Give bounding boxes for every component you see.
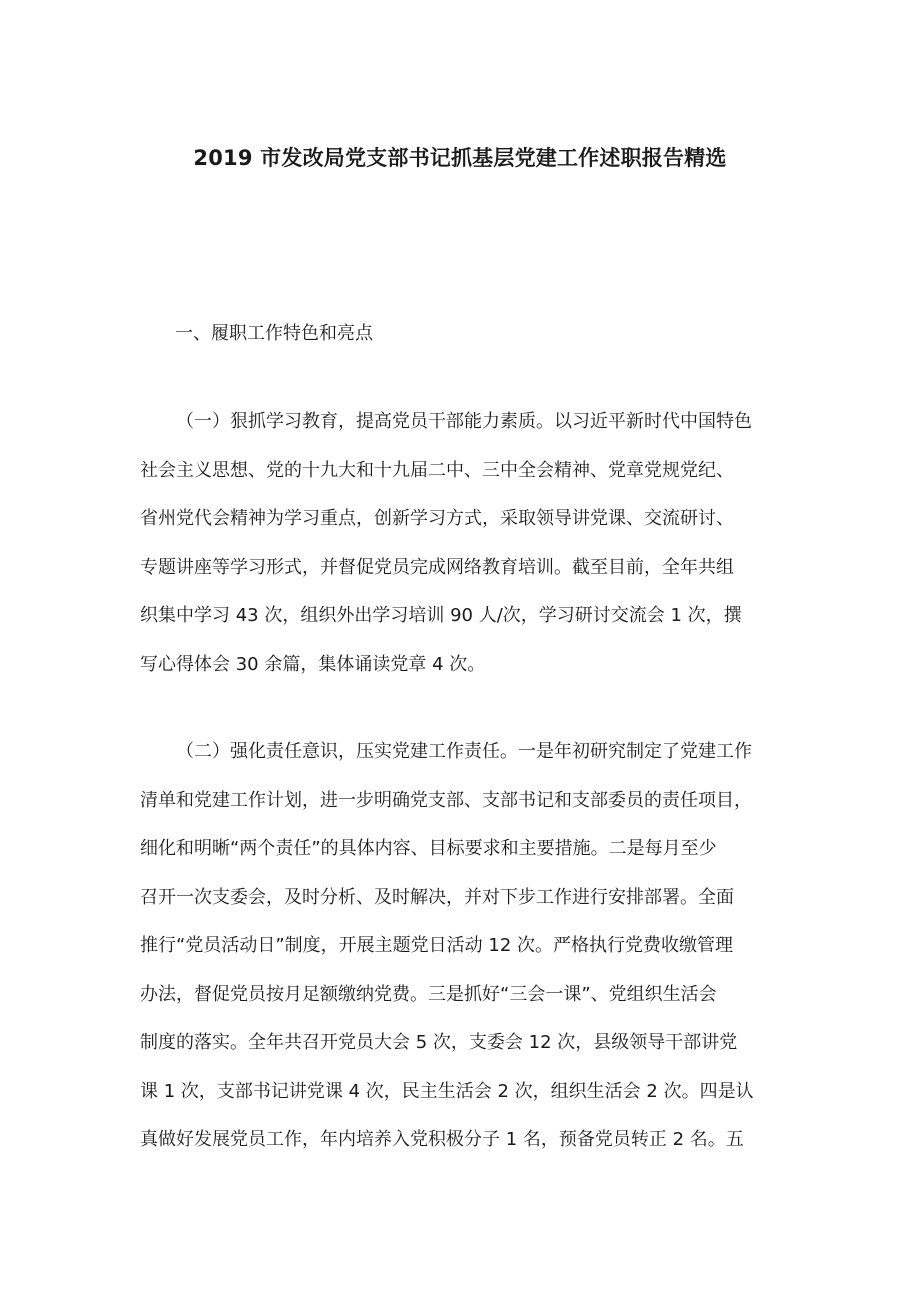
paragraph-line: 省州党代会精神为学习重点，创新学习方式，采取领导讲党课、交流研讨、 xyxy=(140,508,734,529)
paragraph-line: 写心得体会 30 余篇，集体诵读党章 4 次。 xyxy=(140,653,486,675)
paragraph-line: 制度的落实。全年共召开党员大会 5 次，支委会 12 次，县级领导干部讲党 xyxy=(140,1032,738,1053)
paragraph-line: 专题讲座等学习形式，并督促党员完成网络教育培训。截至目前，全年共组 xyxy=(140,556,734,578)
paragraph-line: （一）狠抓学习教育，提高党员干部能力素质。以习近平新时代中国特色 xyxy=(176,411,752,432)
paragraph-line: 社会主义思想、党的十九大和十九届二中、三中全会精神、党章党规党纪、 xyxy=(140,459,734,481)
paragraph-line: 召开一次支委会，及时分析、及时解决，并对下步工作进行安排部署。全面 xyxy=(140,886,734,908)
paragraph-study-education xyxy=(140,406,790,697)
paragraph-line: 推行“党员活动日”制度，开展主题党日活动 12 次。严格执行党费收缴管理 xyxy=(140,935,733,956)
document-title: 2019 市发改局党支部书记抓基层党建工作述职报告精选 xyxy=(193,146,727,170)
paragraph-line: 办法，督促党员按月足额缴纳党费。三是抓好“三会一课”、党组织生活会 xyxy=(140,983,717,1005)
paragraph-line: 真做好发展党员工作，年内培养入党积极分子 1 名，预备党员转正 2 名。五 xyxy=(140,1129,744,1150)
section-heading: 一、履职工作特色和亮点 xyxy=(175,323,373,344)
paragraph-responsibility xyxy=(140,736,790,1173)
paragraph-line: 细化和明晰“两个责任”的具体内容、目标要求和主要措施。二是每月至少 xyxy=(140,838,717,859)
paragraph-line: 清单和党建工作计划，进一步明确党支部、支部书记和支部委员的责任项目， xyxy=(140,789,752,811)
paragraph-line: 织集中学习 43 次，组织外出学习培训 90 人/次，学习研讨交流会 1 次，撰 xyxy=(140,605,742,626)
paragraph-line: 课 1 次，支部书记讲党课 4 次，民主生活会 2 次，组织生活会 2 次。四是认 xyxy=(140,1080,754,1102)
paragraph-line: （二）强化责任意识，压实党建工作责任。一是年初研究制定了党建工作 xyxy=(176,741,752,762)
